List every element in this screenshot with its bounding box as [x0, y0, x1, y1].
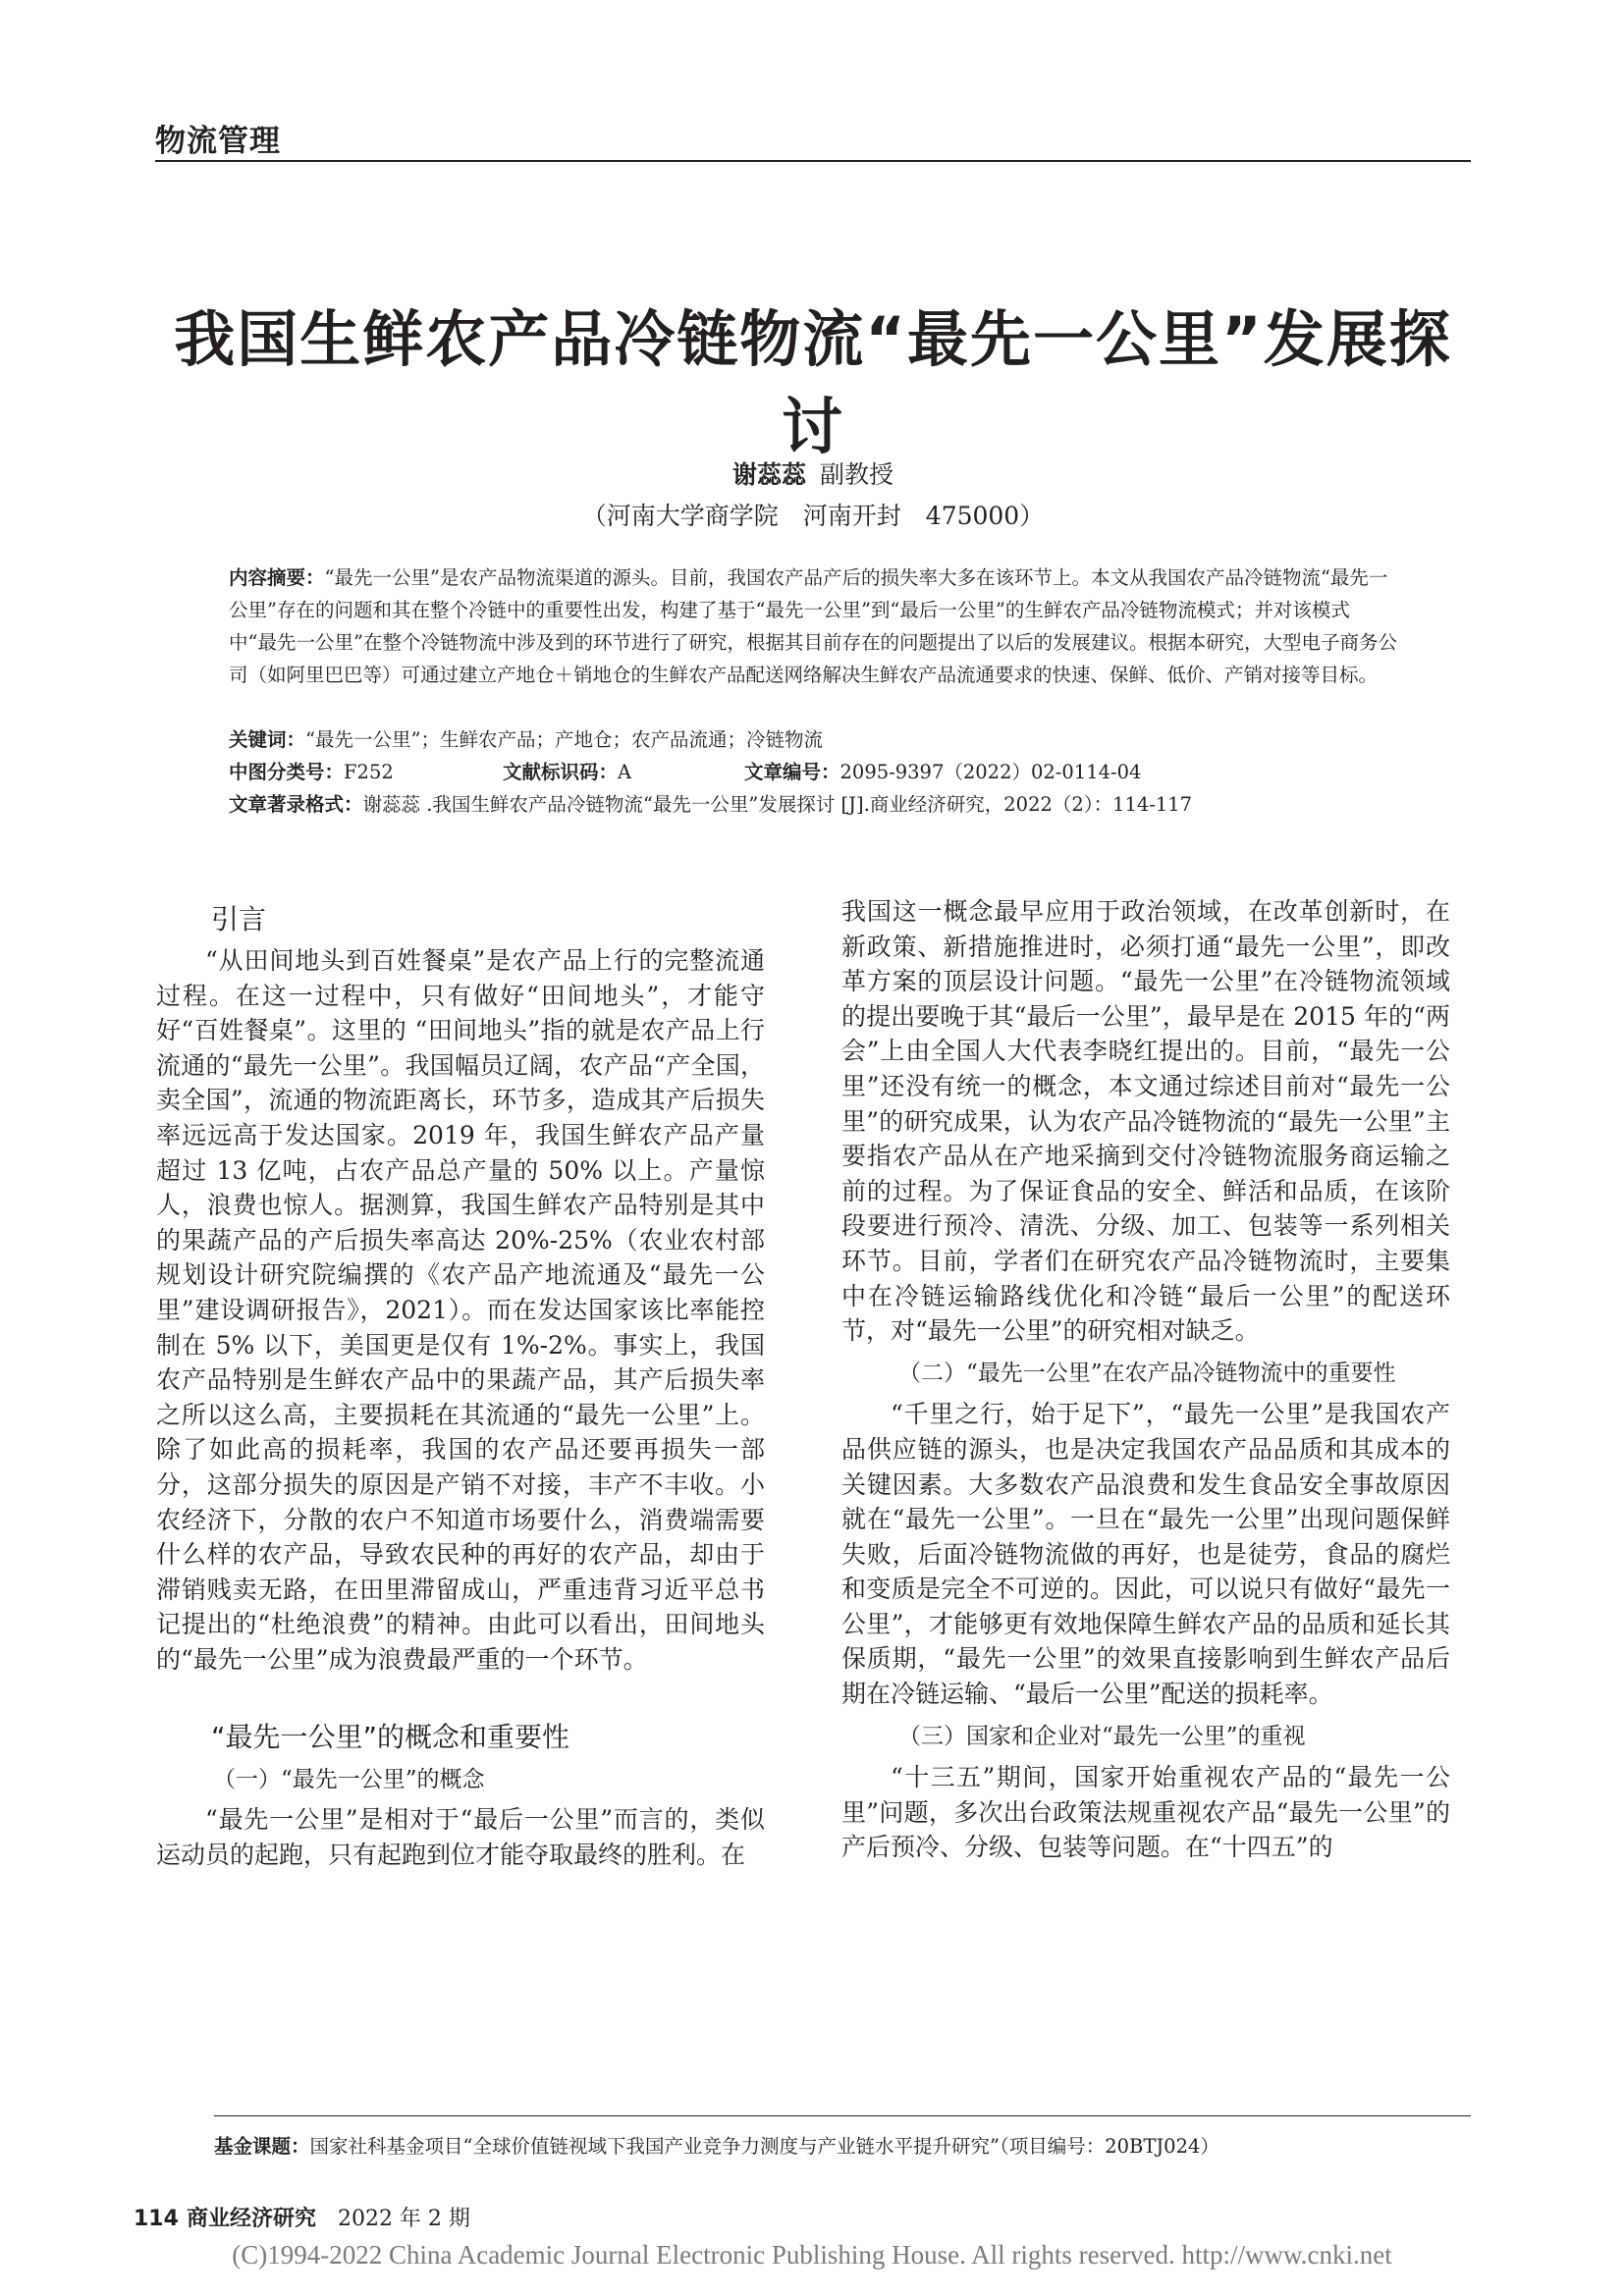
page-number: 114 [134, 2207, 179, 2231]
sub2-heading: （二）“最先一公里”在农产品冷链物流中的重要性 [898, 1360, 1396, 1386]
section1-heading: “最先一公里”的概念和重要性 [211, 1721, 570, 1754]
intro-heading: 引言 [211, 903, 267, 935]
sub3-paragraph: “十三五”期间，国家开始重视农产品的“最先一公里”问题，多次出台政策法规重视农产品“最先一公里”的产后预冷、分级、包装等问题。在“十四五”的 [841, 1763, 1450, 1862]
doc-code-value: A [618, 761, 632, 783]
keywords-text: “最先一公里”；生鲜农产品；产地仓；农产品流通；冷链物流 [305, 728, 823, 751]
keywords-label: 关键词： [229, 728, 306, 751]
citation-text: 谢蕊蕊 .我国生鲜农产品冷链物流“最先一公里”发展探讨 [J].商业经济研究，2022（2）：114-117 [362, 793, 1193, 816]
citation [229, 788, 1397, 821]
article-number-label: 文章编号： [744, 761, 840, 783]
journal-name: 商业经济研究 [186, 2207, 316, 2231]
continued-paragraph: 我国这一概念最早应用于政治领域，在改革创新时，在新政策、新措施推进时，必须打通“最先一公里”，即改革方案的顶层设计问题。“最先一公里”在冷链物流领域的提出要晚于其“最后一公里”，最早是在 2015 年的“两会”上由全国人大代表李晓红提出的。目前，“最先一公里”还没有统一的概念，本文通过综述目前对“最先一公里”的研究成果，认为农产品冷链物流的“最先一公里”主要指农产品从在产地采摘到交付冷链物流服务商运输之前的过程。为了保证食品的安全、鲜活和品质，在该阶段要进行预冷、清洗、分级、加工、包装等一系列相关环节。目前，学者们在研究农产品冷链物流时，主要集中在冷链运输路线优化和冷链“最后一公里”的配送环节，对“最先一公里”的研究相对缺乏。 [841, 897, 1450, 1346]
page-footer [134, 2202, 470, 2232]
intro-paragraph: “从田间地头到百姓餐桌”是农产品上行的完整流通过程。在这一过程中，只有做好“田间地头”，才能守好“百姓餐桌”。这里的 “田间地头”指的就是农产品上行流通的“最先一公里”。我国幅员辽阔，农产品“产全国，卖全国”，流通的物流距离长，环节多，造成其产后损失率远远高于发达国家。2019 年，我国生鲜农产品产量超过 13 亿吨，占农产品总产量的 50% 以上。产量惊人，浪费也惊人。据测算，我国生鲜农产品特别是其中的果蔬产品的产后损失率高达 20%-25%（农业农村部规划设计研究院编撰的《农产品产地流通及“最先一公里”建设调研报告》，2021）。而在发达国家该比率能控制在 5% 以下，美国更是仅有 1%-2%。事实上，我国农产品特别是生鲜农产品中的果蔬产品，其产后损失率之所以这么高，主要损耗在其流通的“最先一公里”上。除了如此高的损耗率，我国的农产品还要再损失一部分，这部分损失的原因是产销不对接，丰产不丰收。小农经济下，分散的农户不知道市场要什么，消费端需要什么样的农产品，导致农民种的再好的农产品，却由于滞销贱卖无路，在田里滞留成山，严重违背习近平总书记提出的“杜绝浪费”的精神。由此可以看出，田间地头的“最先一公里”成为浪费最严重的一个环节。 [156, 946, 765, 1674]
doc-code-row [503, 756, 631, 788]
header-rule [155, 160, 1471, 162]
funding-text: 国家社科基金项目“全球价值链视域下我国产业竞争力测度与产业链水平提升研究”（项目编号：20BTJ024） [309, 2135, 1219, 2158]
article-number-row [744, 756, 1141, 788]
clc-value: F252 [344, 761, 394, 783]
keywords [229, 723, 823, 756]
article-title: 我国生鲜农产品冷链物流“最先一公里”发展探讨 [174, 303, 1452, 462]
author-role: 副教授 [820, 460, 894, 489]
sub1-paragraph: “最先一公里”是相对于“最后一公里”而言的，类似运动员的起跑，只有起跑到位才能夺取最终的胜利。在 [156, 1805, 765, 1869]
issue-info: 2022 年 2 期 [337, 2207, 470, 2231]
sub1-heading: （一）“最先一公里”的概念 [213, 1767, 485, 1793]
footnote-rule [214, 2115, 1471, 2116]
clc-label: 中图分类号： [229, 761, 345, 783]
sub3-heading: （三）国家和企业对“最先一公里”的重视 [898, 1723, 1306, 1749]
right-column [841, 894, 1450, 1865]
abstract-label: 内容摘要： [229, 566, 325, 589]
author-line [155, 455, 1471, 491]
funding-note [214, 2131, 1219, 2159]
author-affiliation: （河南大学商学院 河南开封 475000） [581, 502, 1045, 530]
section-header: 物流管理 [155, 124, 281, 159]
funding-label: 基金课题： [214, 2135, 310, 2158]
author-name: 谢蕊蕊 [731, 460, 806, 489]
abstract [229, 561, 1397, 691]
left-column [156, 894, 765, 1872]
classification-row [229, 756, 394, 788]
doc-code-label: 文献标识码： [503, 761, 619, 783]
article-number-value: 2095-9397（2022）02-0114-04 [839, 761, 1142, 783]
sub2-paragraph: “千里之行，始于足下”，“最先一公里”是我国农产品供应链的源头，也是决定我国农产品品质和其成本的关键因素。大多数农产品浪费和发生食品安全事故原因就在“最先一公里”。一旦在“最先一公里”出现问题保鲜失败，后面冷链物流做的再好，也是徒劳，食品的腐烂和变质是完全不可逆的。因此，可以说只有做好“最先一公里”，才能够更有效地保障生鲜农产品的品质和延长其保质期，“最先一公里”的效果直接影响到生鲜农产品后期在冷链运输、“最后一公里”配送的损耗率。 [841, 1400, 1450, 1709]
copyright-watermark: (C)1994-2022 China Academic Journal Electronic Publishing House. All rights reserved. http://www.cnki.net [232, 2240, 1392, 2269]
abstract-text: “最先一公里”是农产品物流渠道的源头。目前，我国农产品产后的损失率大多在该环节上。本文从我国农产品冷链物流“最先一公里”存在的问题和其在整个冷链中的重要性出发，构建了基于“最先一公里”到“最后一公里”的生鲜农产品冷链物流模式；并对该模式中“最先一公里”在整个冷链物流中涉及到的环节进行了研究，根据其目前存在的问题提出了以后的发展建议。根据本研究，大型电子商务公司（如阿里巴巴等）可通过建立产地仓＋销地仓的生鲜农产品配送网络解决生鲜农产品流通要求的快速、保鲜、低价、产销对接等目标。 [229, 566, 1397, 686]
citation-label: 文章著录格式： [229, 793, 363, 816]
